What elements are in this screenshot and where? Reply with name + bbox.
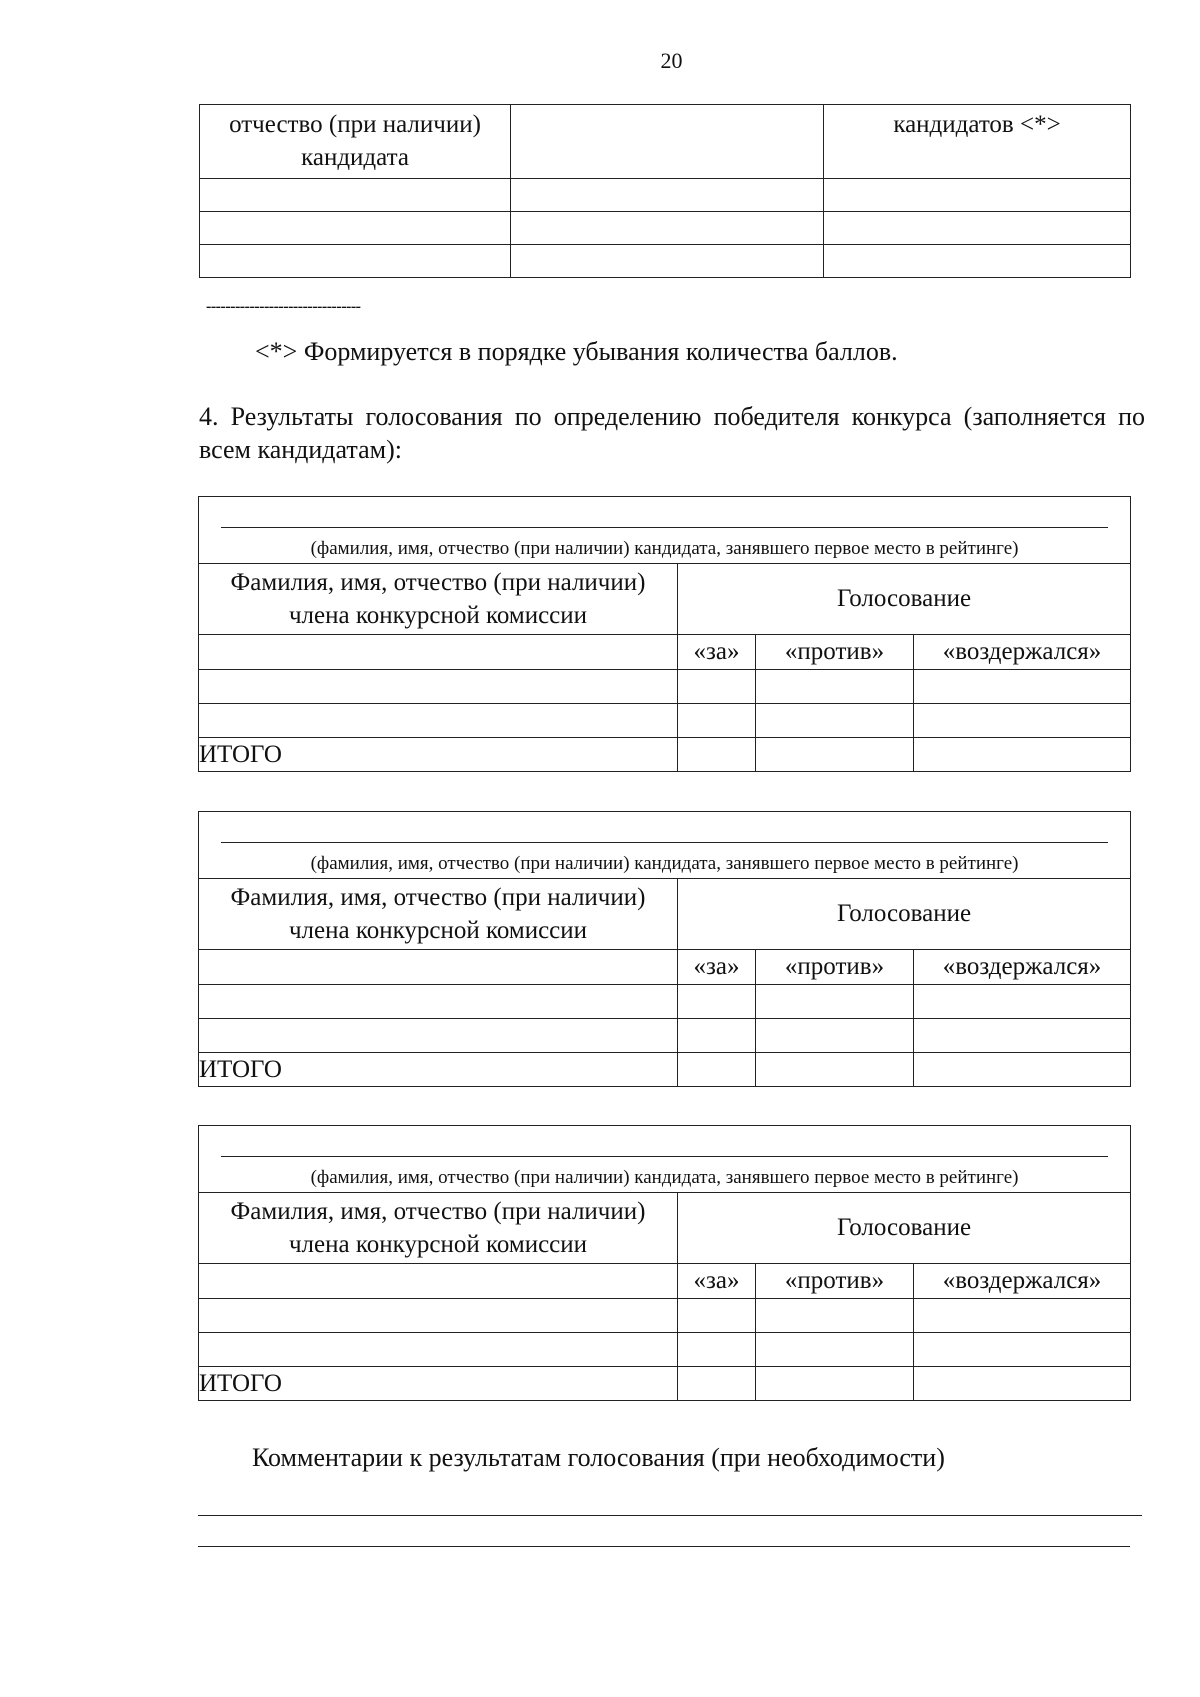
table-row	[199, 1333, 1131, 1367]
total-label: ИТОГО	[199, 1367, 678, 1401]
option-against: «против»	[756, 1264, 914, 1299]
table-cell[interactable]	[914, 985, 1131, 1019]
table-row	[199, 950, 1131, 985]
table-cell[interactable]	[200, 212, 511, 245]
table-cell[interactable]	[511, 212, 824, 245]
member-header: Фамилия, имя, отчество (при наличии) члена конкурсной комиссии	[199, 879, 678, 950]
comment-line[interactable]	[198, 1546, 1130, 1547]
table-cell[interactable]	[824, 212, 1131, 245]
option-for: «за»	[678, 950, 756, 985]
table-cell[interactable]	[199, 670, 678, 704]
table-cell[interactable]	[756, 1333, 914, 1367]
table-cell[interactable]	[914, 704, 1131, 738]
footnote: <*> Формируется в порядке убывания количества баллов.	[255, 337, 898, 366]
table-cell[interactable]	[914, 738, 1131, 772]
voting-header: Голосование	[678, 564, 1131, 635]
table-row	[200, 245, 1131, 278]
table-cell[interactable]	[914, 1333, 1131, 1367]
table-cell[interactable]	[824, 179, 1131, 212]
table-cell[interactable]	[199, 1333, 678, 1367]
table-cell[interactable]	[678, 1053, 756, 1087]
section-title: 4. Результаты голосования по определению победителя конкурса (заполняется по всем кандидатам):	[199, 402, 1145, 464]
candidate-name-line	[221, 842, 1108, 843]
voting-table	[198, 496, 1131, 772]
voting-header: Голосование	[678, 879, 1131, 950]
table-cell[interactable]	[199, 1019, 678, 1053]
candidates-rating-table	[199, 104, 1131, 278]
table-row	[199, 738, 1131, 772]
table-row	[199, 1193, 1131, 1264]
table-cell[interactable]	[199, 1299, 678, 1333]
table-cell[interactable]	[914, 1299, 1131, 1333]
table-cell[interactable]	[914, 1367, 1131, 1401]
table-row	[199, 1299, 1131, 1333]
table-row	[199, 1126, 1131, 1193]
table-cell[interactable]	[511, 245, 824, 278]
option-against: «против»	[756, 635, 914, 670]
voting-table	[198, 811, 1131, 1087]
candidate-name-line	[221, 1156, 1108, 1157]
table-row	[199, 812, 1131, 879]
total-label: ИТОГО	[199, 1053, 678, 1087]
table-row	[199, 1019, 1131, 1053]
table-row	[199, 1053, 1131, 1087]
table-cell[interactable]	[678, 670, 756, 704]
voting-table	[198, 1125, 1131, 1401]
candidate-caption-cell[interactable]	[199, 497, 1131, 564]
table-cell[interactable]	[914, 670, 1131, 704]
member-header: Фамилия, имя, отчество (при наличии) члена конкурсной комиссии	[199, 1193, 678, 1264]
table-cell[interactable]	[756, 704, 914, 738]
table-cell[interactable]	[199, 635, 678, 670]
table-row	[200, 179, 1131, 212]
table-cell[interactable]	[511, 179, 824, 212]
candidate-caption-cell[interactable]	[199, 812, 1131, 879]
table-row	[199, 1264, 1131, 1299]
table-row	[199, 564, 1131, 635]
table-header-cell: отчество (при наличии) кандидата	[200, 105, 511, 179]
table-row	[199, 704, 1131, 738]
member-header: Фамилия, имя, отчество (при наличии) члена конкурсной комиссии	[199, 564, 678, 635]
table-cell[interactable]	[678, 1019, 756, 1053]
table-cell[interactable]	[678, 704, 756, 738]
candidate-caption: (фамилия, имя, отчество (при наличии) кандидата, занявшего первое место в рейтинге)	[310, 538, 1019, 559]
table-cell[interactable]	[199, 985, 678, 1019]
candidate-caption: (фамилия, имя, отчество (при наличии) кандидата, занявшего первое место в рейтинге)	[310, 853, 1019, 874]
table-cell[interactable]	[756, 1019, 914, 1053]
option-for: «за»	[678, 635, 756, 670]
total-label: ИТОГО	[199, 738, 678, 772]
comments-title: Комментарии к результатам голосования (при необходимости)	[252, 1443, 945, 1472]
table-row	[199, 670, 1131, 704]
table-cell[interactable]	[756, 1053, 914, 1087]
table-cell[interactable]	[678, 985, 756, 1019]
table-cell[interactable]	[756, 1367, 914, 1401]
comment-line[interactable]	[198, 1515, 1142, 1516]
table-cell[interactable]	[824, 245, 1131, 278]
table-cell[interactable]	[756, 985, 914, 1019]
table-cell[interactable]	[678, 1333, 756, 1367]
table-row	[200, 105, 1131, 179]
voting-header: Голосование	[678, 1193, 1131, 1264]
table-cell[interactable]	[756, 670, 914, 704]
table-header-cell: кандидатов <*>	[824, 105, 1131, 179]
option-abstain: «воздержался»	[914, 1264, 1131, 1299]
table-cell[interactable]	[511, 105, 824, 179]
table-cell[interactable]	[756, 1299, 914, 1333]
table-cell[interactable]	[678, 738, 756, 772]
option-abstain: «воздержался»	[914, 950, 1131, 985]
table-cell[interactable]	[200, 179, 511, 212]
page-number: 20	[660, 48, 683, 73]
table-row	[199, 497, 1131, 564]
table-row	[199, 635, 1131, 670]
table-row	[200, 212, 1131, 245]
candidate-caption-cell[interactable]	[199, 1126, 1131, 1193]
option-against: «против»	[756, 950, 914, 985]
table-cell[interactable]	[914, 1019, 1131, 1053]
table-row	[199, 1367, 1131, 1401]
table-cell[interactable]	[678, 1299, 756, 1333]
option-for: «за»	[678, 1264, 756, 1299]
candidate-caption: (фамилия, имя, отчество (при наличии) кандидата, занявшего первое место в рейтинге)	[310, 1167, 1019, 1188]
table-cell[interactable]	[200, 245, 511, 278]
option-abstain: «воздержался»	[914, 635, 1131, 670]
table-row	[199, 985, 1131, 1019]
table-cell[interactable]	[678, 1367, 756, 1401]
table-cell[interactable]	[199, 704, 678, 738]
table-cell[interactable]	[199, 950, 678, 985]
table-cell[interactable]	[199, 1264, 678, 1299]
candidate-name-line	[221, 527, 1108, 528]
footnote-separator: --------------------------------	[206, 298, 361, 315]
table-cell[interactable]	[914, 1053, 1131, 1087]
table-cell[interactable]	[756, 738, 914, 772]
table-row	[199, 879, 1131, 950]
